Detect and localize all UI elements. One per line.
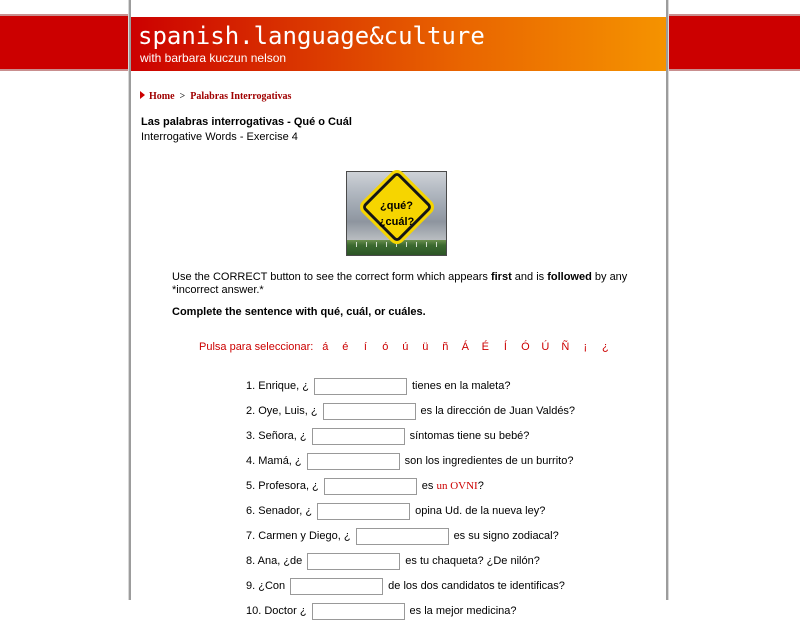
question-row-10 [246,599,666,624]
question-row-1 [246,374,666,399]
answer-input-2[interactable] [323,403,416,420]
question-row-2 [246,399,666,424]
question-before-text: Enrique, ¿ [258,380,309,392]
accent-char-link[interactable]: Ú [541,341,550,353]
ovni-link[interactable]: un OVNI [436,480,478,492]
question-before-text: ¿Con [258,580,286,592]
breadcrumb-separator: > [179,91,186,102]
breadcrumb-current-link[interactable]: Palabras Interrogativas [190,91,292,102]
question-number: 7. [246,530,256,542]
question-number: 1. [246,380,256,392]
question-before-text: Señora, ¿ [258,430,307,442]
lesson-subtitle: Interrogative Words - Exercise 4 [141,131,298,143]
question-before-text: Profesora, ¿ [258,480,319,492]
question-row-7 [246,524,666,549]
sign-text [347,198,446,230]
question-after-text: de los dos candidatos te identificas? [388,580,565,592]
question-number: 6. [246,505,256,517]
instructions-bold-followed: followed [547,271,592,283]
question-number: 10. [246,605,262,617]
question-after-text: tienes en la maleta? [412,380,511,392]
accent-char-link[interactable]: í [363,341,367,353]
site-masthead [131,17,666,71]
question-before-text: Senador, ¿ [258,505,313,517]
accent-char-link[interactable]: ó [382,341,389,353]
accent-char-link[interactable]: á [322,341,329,353]
accent-char-link[interactable]: Í [503,341,507,353]
question-number: 3. [246,430,256,442]
sign-fence [347,242,446,247]
page-column [129,0,668,617]
question-after-text: ? [477,480,484,492]
instructions-part1: Use the CORRECT button to see the correct form which appears [172,271,488,283]
breadcrumb-home-link[interactable]: Home [149,91,175,102]
answer-input-9[interactable] [290,578,383,595]
accent-picker [199,340,666,354]
instructions-part2: and is [514,271,545,283]
question-list [246,374,666,624]
breadcrumb-arrow-icon [140,91,145,99]
answer-input-8[interactable] [307,553,400,570]
question-number: 2. [246,405,256,417]
breadcrumb [140,91,666,103]
accent-char-link[interactable]: ñ [442,341,449,353]
instructions-line [172,271,666,297]
accent-char-link[interactable]: ú [402,341,409,353]
lesson-title: Las palabras interrogativas - Qué o Cuál [141,116,352,128]
question-after-text: son los ingredientes de un burrito? [404,455,574,467]
site-title: spanish.language&culture [138,22,485,50]
question-row-9 [246,574,666,599]
accent-char-link[interactable]: Ó [521,341,530,353]
answer-input-5[interactable] [324,478,417,495]
question-before-text: Mamá, ¿ [258,455,302,467]
accent-char-link[interactable]: ü [422,341,429,353]
question-row-6 [246,499,666,524]
answer-input-4[interactable] [307,453,400,470]
accent-picker-label: Pulsa para seleccionar: [199,341,314,353]
question-number: 8. [246,555,256,567]
que-cual-road-sign-image [346,171,447,256]
question-before-text: Oye, Luis, ¿ [258,405,318,417]
question-row-3 [246,424,666,449]
question-after-text: síntomas tiene su bebé? [409,430,530,442]
answer-input-1[interactable] [314,378,407,395]
answer-input-3[interactable] [312,428,405,445]
answer-input-10[interactable] [312,603,405,620]
accent-char-link[interactable]: ¡ [583,341,588,353]
sign-line1: ¿qué? [380,200,413,212]
question-after-text: es su signo zodiacal? [453,530,559,542]
complete-sentence-line: Complete the sentence with qué, cuál, or cuáles. [172,306,426,318]
question-before-text: Doctor ¿ [264,605,307,617]
question-before-text: Carmen y Diego, ¿ [258,530,351,542]
answer-input-6[interactable] [317,503,410,520]
instructions-part3: by any *incorrect answer.* [172,271,628,296]
question-before-text: Ana, ¿de [257,555,303,567]
accent-char-link[interactable]: ¿ [601,341,609,353]
accent-char-link[interactable]: É [481,341,490,353]
question-row-5 [246,474,666,499]
question-after-text: es la dirección de Juan Valdés? [420,405,576,417]
question-after-text: es [421,480,437,492]
question-after-text: es la mejor medicina? [409,605,517,617]
question-after-text: es tu chaqueta? ¿De nilón? [405,555,540,567]
question-row-8 [246,549,666,574]
instructions-bold-first: first [490,271,512,283]
question-number: 5. [246,480,256,492]
site-tagline: with barbara kuczun nelson [140,51,287,65]
question-number: 4. [246,455,256,467]
accent-char-link[interactable]: é [342,341,349,353]
accent-char-link[interactable]: Ñ [561,341,570,353]
accent-char-link[interactable]: Á [461,341,470,353]
question-after-text: opina Ud. de la nueva ley? [415,505,546,517]
question-number: 9. [246,580,256,592]
sign-line2: ¿cuál? [378,216,415,228]
question-row-4 [246,449,666,474]
answer-input-7[interactable] [356,528,449,545]
